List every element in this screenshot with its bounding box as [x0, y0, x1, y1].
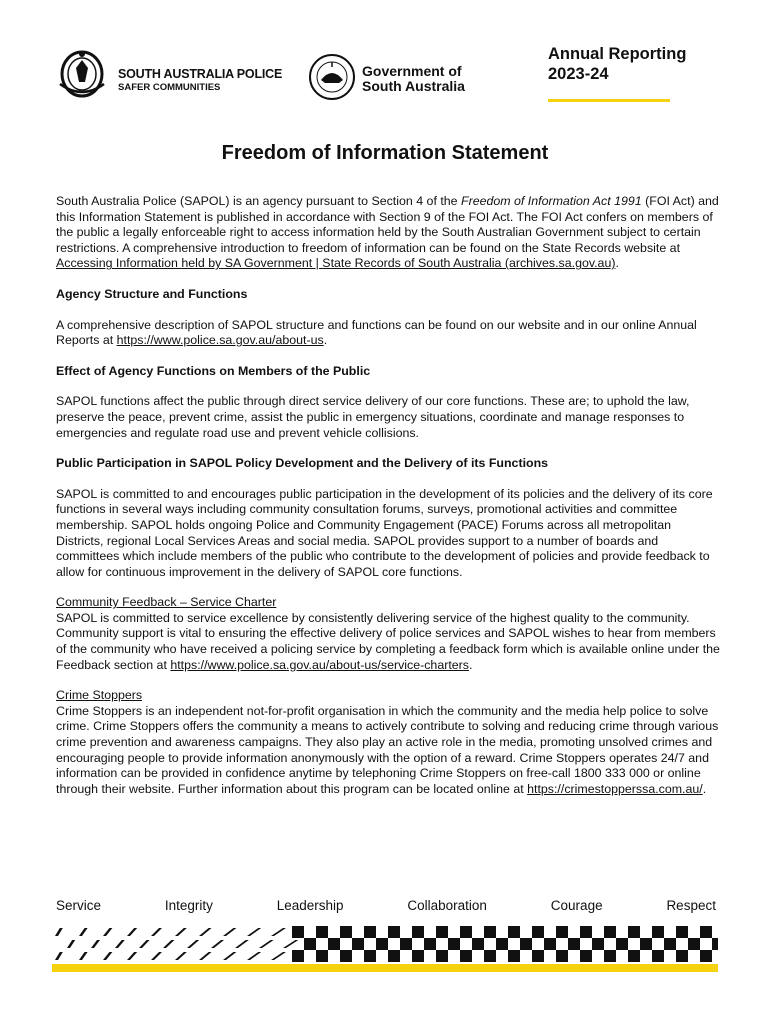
participation-paragraph: SAPOL is committed to and encourages public participation in the development of its policies and the delivery of its core functions in several ways including community consultation forums, surveys, promotional activities and committee membership. SAPOL holds ongoing Police and Community Engagement (PACE) Forums across all metropolitan Districts, regional Local Services Areas and social media. SAPOL provides support to a number of boards and committees which include members of the public who contribute to the development of policies and provide feedback to allow for continuous improvement in the delivery of SAPOL core functions.	[56, 486, 713, 579]
government-wordmark	[362, 64, 465, 94]
feedback-paragraph	[56, 611, 720, 673]
effect-heading: Effect of Agency Functions on Members of the Public	[56, 363, 371, 378]
crimestoppers-paragraph	[56, 704, 720, 798]
value-collaboration: Collaboration	[407, 898, 487, 913]
annual-reporting-year: 2023-24	[548, 65, 609, 83]
value-leadership: Leadership	[276, 898, 344, 913]
page-header	[0, 0, 770, 120]
service-charter-link[interactable]: https://www.police.sa.gov.au/about-us/service-charters	[170, 657, 470, 672]
value-integrity: Integrity	[164, 898, 213, 913]
feedback-text-1: SAPOL is committed to service excellence by consistently delivering service of the highest quality to the community. Community support is vital to ensuring the effective delivery of police services and SAPOL wishes to hear from members of the community who have received a policing service by completing a feedback form which is available online under the Feedback section at	[56, 610, 720, 672]
values-row	[56, 898, 716, 918]
document-body	[56, 194, 720, 797]
structure-text-2: .	[323, 333, 328, 348]
about-us-link[interactable]: https://www.police.sa.gov.au/about-us	[116, 333, 324, 348]
value-respect: Respect	[666, 898, 716, 913]
crimestoppers-text-1: Crime Stoppers is an independent not-for-profit organisation in which the community and the media help police to solve crime. Crime Stoppers offers the community a means to actively contribute to solving and reducing crime through various crime prevention and awareness campaigns. They also play an active role in the media, promoting unsolved crimes and encouraging people to provide information anonymously with the option of a reward. Crime Stoppers operates 24/7 and information can be provided in confidence anytime by telephoning Crime Stoppers on free-call 1800 333 000 or online through their website. Further information about this program can be located online at	[56, 703, 719, 796]
intro-text-2: (FOI Act) and this Information Statement is published in accordance with Section 9 of the FOI Act. The FOI Act confers on members of the public a legally enforceable right to access information held by the South Australian Government subject to certain restrictions. A comprehensive introduction to freedom of information can be found on the State Records website at	[56, 194, 719, 255]
crimestoppers-link[interactable]: https://crimestopperssa.com.au/	[527, 781, 703, 796]
intro-text-1: South Australia Police (SAPOL) is an agency pursuant to Section 4 of the	[56, 194, 461, 208]
participation-heading: Public Participation in SAPOL Policy Development and the Delivery of its Functions	[56, 456, 549, 471]
act-name: Freedom of Information Act 1991	[461, 194, 642, 208]
feedback-heading: Community Feedback – Service Charter	[56, 595, 277, 610]
effect-paragraph: SAPOL functions affect the public through direct service delivery of our core functions. These are; to uphold the law, preserve the peace, prevent crime, assist the public in emergency situations, coordinate and manage responses to emergencies and regulate road use and prevent vehicle collisions.	[56, 394, 690, 440]
page-title: Freedom of Information Statement	[221, 142, 549, 164]
sillitoe-tartan-band	[52, 926, 718, 972]
accent-underline	[548, 99, 670, 102]
intro-paragraph	[56, 194, 720, 272]
state-records-link[interactable]: Accessing Information held by SA Government | State Records of South Australia (archives.sa.gov.au)	[56, 256, 616, 271]
annual-reporting-title: Annual Reporting	[548, 45, 687, 63]
value-courage: Courage	[550, 898, 603, 913]
crimestoppers-text-2: .	[702, 781, 707, 796]
sapol-name: SOUTH AUSTRALIA POLICE	[118, 67, 283, 81]
structure-paragraph	[56, 318, 720, 349]
gov-line-1: Government of	[362, 63, 462, 79]
government-seal-icon	[307, 52, 357, 102]
feedback-text-2: .	[469, 657, 473, 672]
intro-text-3: .	[615, 256, 619, 271]
sapol-wordmark	[118, 67, 282, 95]
value-service: Service	[56, 898, 102, 913]
structure-heading: Agency Structure and Functions	[56, 286, 248, 301]
gov-line-2: South Australia	[362, 78, 465, 94]
crimestoppers-heading: Crime Stoppers	[56, 688, 143, 703]
sapol-crest-icon	[52, 48, 112, 98]
sapol-tagline: SAFER COMMUNITIES	[118, 82, 221, 93]
annual-reporting-label	[548, 44, 686, 84]
structure-text-1: A comprehensive description of SAPOL structure and functions can be found on our website and in our online Annual Reports at	[56, 317, 697, 348]
